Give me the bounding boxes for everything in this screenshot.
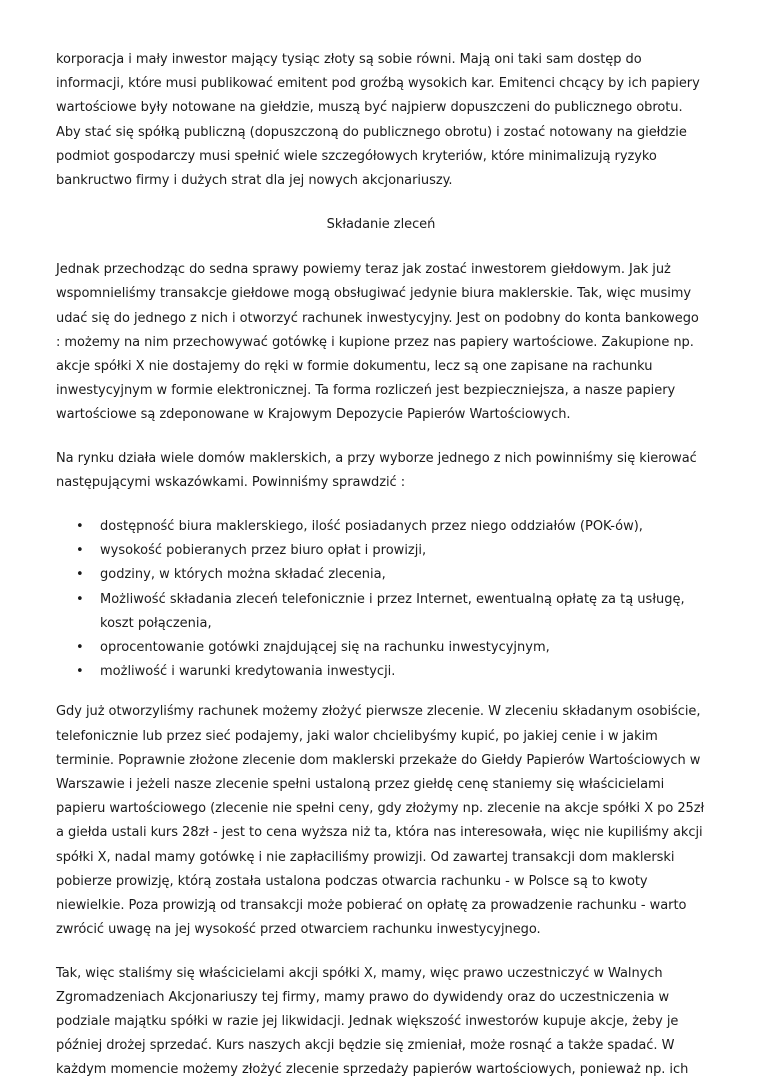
list-item-text: godziny, w których można składać zlecenia,	[100, 567, 386, 583]
section-heading: Składanie zleceń	[326, 217, 436, 233]
bullet-icon: •	[76, 543, 84, 559]
bullet-icon: •	[76, 591, 84, 607]
checklist	[56, 515, 706, 684]
paragraph-4: Gdy już otworzyliśmy rachunek możemy złożyć pierwsze zlecenie. W zleceniu składanym osobiście, telefonicznie lub przez sieć podajemy, jaki walor chcielibyśmy kupić, po jakiej cenie i w jakim terminie. Poprawnie złożone zlecenie dom maklerski przekaże do Giełdy Papierów Wartościowych w Warszawie i jeżeli nasze zlecenie spełni ustaloną przez giełdę cenę staniemy się właścicielami papieru wartościowego (zlecenie nie spełni ceny, gdy złożymy np. zlecenie na akcje spółki X po 25zł a giełda ustali kurs 28zł - jest to cena wyższa niż ta, która nas interesowała, więc nie kupiliśmy akcji spółki X, nadal mamy gotówkę i nie zapłaciliśmy prowizji. Od zawartej transakcji dom maklerski pobierze prowizję, którą została ustalona podczas otwarcia rachunku - w Polsce są to kwoty niewielkie. Poza prowizją od transakcji może pobierać on opłatę za prowadzenie rachunku - warto zwrócić uwagę na jej wysokość przed otwarciem rachunku inwestycyjnego.	[56, 704, 705, 938]
bullet-icon: •	[76, 640, 84, 656]
paragraph-3: Na rynku działa wiele domów maklerskich, a przy wyborze jednego z nich powinniśmy się kierować następującymi wskazówkami. Powinniśmy sprawdzić :	[56, 450, 697, 490]
paragraph-1: korporacja i mały inwestor mający tysiąc złoty są sobie równi. Mają oni taki sam dostęp do informacji, które musi publikować emitent pod groźbą wysokich kar. Emitenci chcący by ich papiery wartościowe były notowane na giełdzie, muszą być najpierw dopuszczeni do publicznego obrotu. Aby stać się spółką publiczną (dopuszczoną do publicznego obrotu) i zostać notowany na giełdzie podmiot gospodarczy musi spełnić wiele szczegółowych kryteriów, które minimalizują ryzyko bankructwo firmy i dużych strat dla jej nowych akcjonariuszy.	[56, 52, 700, 189]
list-item-text: wysokość pobieranych przez biuro opłat i prowizji,	[100, 543, 427, 559]
paragraph-2: Jednak przechodząc do sedna sprawy powiemy teraz jak zostać inwestorem giełdowym. Jak już wspomnieliśmy transakcje giełdowe mogą obsługiwać jedynie biura maklerskie. Tak, więc musimy udać się do jednego z nich i otworzyć rachunek inwestycyjny. Jest on podobny do konta bankowego : możemy na nim przechowywać gotówkę i kupione przez nas papiery wartościowe. Zakupione np. akcje spółki X nie dostajemy do ręki w formie dokumentu, lecz są one zapisane na rachunku inwestycyjnym w formie elektronicznej. Ta forma rozliczeń jest bezpieczniejsza, a nasze papiery wartościowe są zdeponowane w Krajowym Depozycie Papierów Wartościowych.	[56, 262, 699, 423]
list-item-text: dostępność biura maklerskiego, ilość posiadanych przez niego oddziałów (POK-ów),	[100, 519, 643, 535]
paragraph-5: Tak, więc staliśmy się właścicielami akcji spółki X, mamy, więc prawo uczestniczyć w Walnych Zgromadzeniach Akcjonariuszy tej firmy, mamy prawo do dywidendy oraz do uczestniczenia w podziale majątku spółki w razie jej likwidacji. Jednak większość inwestorów kupuje akcje, żeby je później drożej sprzedać. Kurs naszych akcji będzie się zmieniał, może rosnąć a także spadać. W każdym momencie możemy złożyć zlecenie sprzedaży papierów wartościowych, ponieważ np. ich	[56, 965, 689, 1078]
list-item-text: Możliwość składania zleceń telefonicznie i przez Internet, ewentualną opłatę za tą usługę, koszt połączenia,	[100, 591, 685, 631]
list-item	[56, 515, 706, 539]
list-item	[56, 636, 706, 660]
bullet-icon: •	[76, 567, 84, 583]
list-item-text: możliwość i warunki kredytowania inwestycji.	[100, 664, 396, 680]
bullet-icon: •	[76, 519, 84, 535]
document-page	[56, 48, 706, 1083]
list-item	[56, 563, 706, 587]
list-item	[56, 539, 706, 563]
list-item	[56, 660, 706, 684]
bullet-icon: •	[76, 664, 84, 680]
list-item-text: oprocentowanie gotówki znajdującej się na rachunku inwestycyjnym,	[100, 640, 550, 656]
list-item	[56, 588, 706, 636]
